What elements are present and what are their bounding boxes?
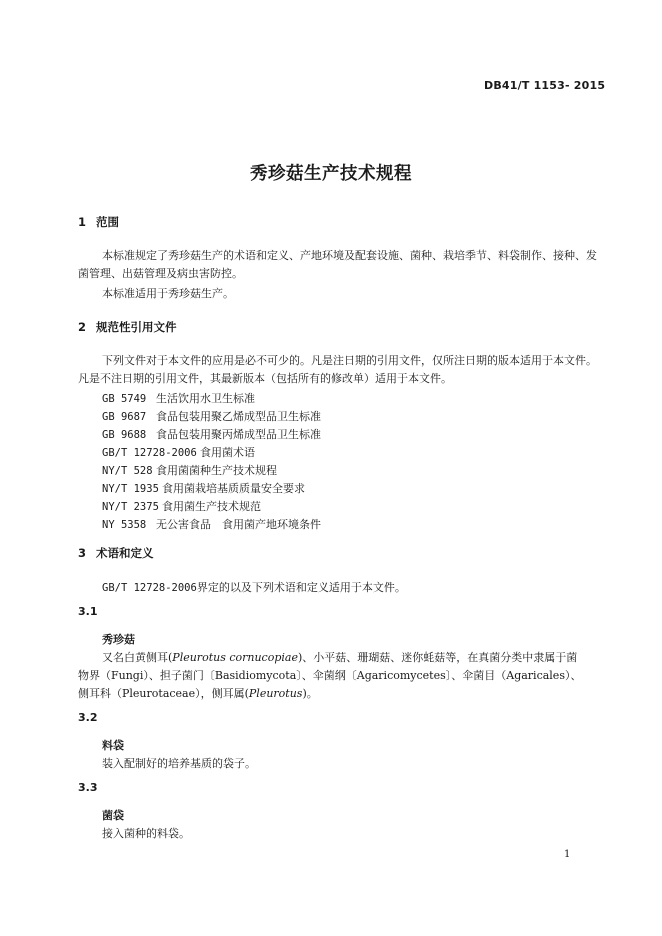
document-code: DB41/T 1153- 2015 (484, 79, 606, 92)
intro-text: 界定的以及下列术语和定义适用于本文件。 (196, 581, 406, 594)
reference-code: GB 9687 (102, 411, 147, 423)
page-number: 1 (564, 849, 571, 860)
reference-title: 食用菌生产技术规范 (162, 500, 261, 513)
section-title: 规范性引用文件 (96, 320, 177, 334)
reference-code: NY/T 2375 (102, 501, 159, 513)
reference-item (102, 444, 255, 460)
definition-text: 侧耳科（Pleurotaceae），侧耳属( (78, 687, 249, 700)
definition-text: )、小平菇、珊瑚菇、迷你蚝菇等，在真菌分类中隶属于菌 (297, 651, 578, 664)
reference-item (102, 426, 321, 442)
subsection-number: 3.1 (78, 605, 98, 618)
reference-code: NY/T 1935 (102, 483, 159, 495)
term-definition: 接入菌种的料袋。 (102, 827, 190, 840)
reference-title: 无公害食品 食用菌产地环境条件 (156, 518, 321, 531)
reference-code: GB 5749 (102, 393, 147, 405)
reference-title: 生活饮用水卫生标准 (156, 392, 255, 405)
term-heading: 料袋 (102, 739, 124, 752)
reference-item (102, 390, 255, 406)
section-title: 术语和定义 (96, 546, 154, 560)
section-2-intro: 下列文件对于本文件的应用是必不可少的。凡是注日期的引用文件，仅所注日期的版本适用于本文件。凡是不注日期的引用文件，其最新版本（包括所有的修改单）适用于本文件。 (78, 354, 597, 385)
reference-title: 食用菌术语 (200, 446, 255, 459)
section-number: 1 (78, 215, 87, 229)
reference-title: 食用菌栽培基质质量安全要求 (162, 482, 305, 495)
subsection-number: 3.3 (78, 781, 98, 794)
reference-title: 食用菌菌种生产技术规程 (156, 464, 277, 477)
latin-name: Pleurotus (248, 687, 303, 700)
reference-code: GB 9688 (102, 429, 147, 441)
section-3-heading (78, 545, 154, 561)
reference-item (102, 498, 261, 514)
section-number: 3 (78, 546, 87, 560)
latin-name: Pleurotus cornucopiae (172, 651, 298, 664)
reference-item (102, 408, 321, 424)
section-number: 2 (78, 320, 87, 334)
reference-item (102, 462, 277, 478)
definition-text: )。 (302, 687, 318, 700)
term-heading: 秀珍菇 (102, 633, 135, 646)
reference-code: GB/T 12728-2006 (102, 447, 197, 459)
section-1-paragraph-1: 本标准规定了秀珍菇生产的术语和定义、产地环境及配套设施、菌种、栽培季节、料袋制作、接种、发菌管理、出菇管理及病虫害防控。 (78, 249, 597, 280)
section-1-paragraph-2: 本标准适用于秀珍菇生产。 (102, 287, 234, 300)
subsection-number: 3.2 (78, 711, 98, 724)
section-title: 范围 (96, 215, 119, 229)
reference-code: NY/T 528 (102, 465, 153, 477)
term-definition: 装入配制好的培养基质的袋子。 (102, 757, 256, 770)
reference-code: NY 5358 (102, 519, 147, 531)
section-3-intro (102, 579, 406, 595)
term-heading: 菌袋 (102, 809, 124, 822)
definition-text: 又名白黄侧耳( (102, 651, 173, 664)
section-1-heading (78, 214, 119, 230)
document-title: 秀珍菇生产技术规程 (250, 164, 412, 184)
term-definition-line (78, 685, 318, 701)
term-definition-line (102, 649, 577, 665)
term-definition-line: 物界（Fungi）、担子菌门〔Basidiomycota〕、伞菌纲〔Agaricomycetes〕、伞菌目（Agaricales）、 (78, 669, 582, 682)
section-2-heading (78, 319, 177, 335)
reference-title: 食品包装用聚乙烯成型品卫生标准 (156, 410, 321, 423)
reference-item (102, 480, 305, 496)
reference-title: 食品包装用聚丙烯成型品卫生标准 (156, 428, 321, 441)
reference-item (102, 516, 321, 532)
standard-code: GB/T 12728-2006 (102, 582, 197, 594)
